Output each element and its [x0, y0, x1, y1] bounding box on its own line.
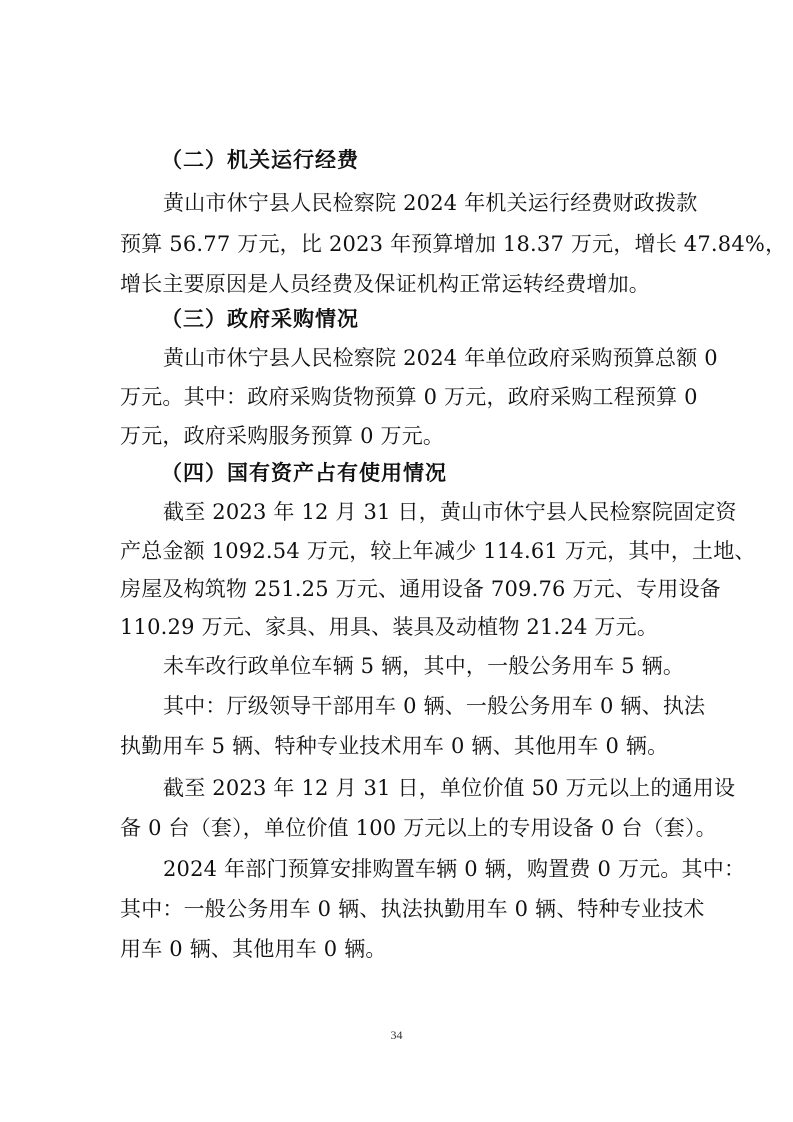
paragraph-line: 房屋及构筑物 251.25 万元、通用设备 709.76 万元、专用设备: [120, 577, 721, 601]
paragraph-line: 执勤用车 5 辆、特种专业技术用车 0 辆、其他用车 0 辆。: [120, 734, 669, 758]
section-heading-operating-expenses: （二）机关运行经费: [161, 148, 359, 172]
paragraph-line: 万元。其中：政府采购货物预算 0 万元，政府采购工程预算 0: [120, 385, 698, 409]
paragraph-line: 其中：厅级领导干部用车 0 辆、一般公务用车 0 辆、执法: [163, 694, 706, 718]
paragraph-line: 预算 56.77 万元，比 2023 年预算增加 18.37 万元，增长 47.84%，: [120, 232, 787, 256]
paragraph-line: 110.29 万元、家具、用具、装具及动植物 21.24 万元。: [120, 615, 659, 639]
paragraph-line: 黄山市休宁县人民检察院 2024 年机关运行经费财政拨款: [163, 191, 698, 215]
page-number: 34: [390, 1028, 403, 1042]
paragraph-line: 黄山市休宁县人民检察院 2024 年单位政府采购预算总额 0: [163, 346, 718, 370]
paragraph-line: 备 0 台（套），单位价值 100 万元以上的专用设备 0 台（套）。: [120, 816, 717, 840]
paragraph-line: 截至 2023 年 12 月 31 日，黄山市休宁县人民检察院固定资: [163, 500, 737, 524]
paragraph-line: 未车改行政单位车辆 5 辆，其中，一般公务用车 5 辆。: [163, 654, 685, 678]
section-heading-state-assets: （四）国有资产占有使用情况: [161, 461, 447, 485]
paragraph-line: 产总金额 1092.54 万元，较上年减少 114.61 万元，其中，土地、: [120, 539, 756, 563]
paragraph-line: 2024 年部门预算安排购置车辆 0 辆，购置费 0 万元。其中：: [163, 857, 746, 881]
paragraph-line: 截至 2023 年 12 月 31 日，单位价值 50 万元以上的通用设: [163, 776, 736, 800]
paragraph-line: 用车 0 辆、其他用车 0 辆。: [120, 937, 387, 961]
paragraph-line: 万元，政府采购服务预算 0 万元。: [120, 424, 445, 448]
paragraph-line: 增长主要原因是人员经费及保证机构正常运转经费增加。: [120, 272, 650, 296]
paragraph-line: 其中：一般公务用车 0 辆、执法执勤用车 0 辆、特种专业技术: [120, 897, 705, 921]
section-heading-government-procurement: （三）政府采购情况: [161, 307, 359, 331]
